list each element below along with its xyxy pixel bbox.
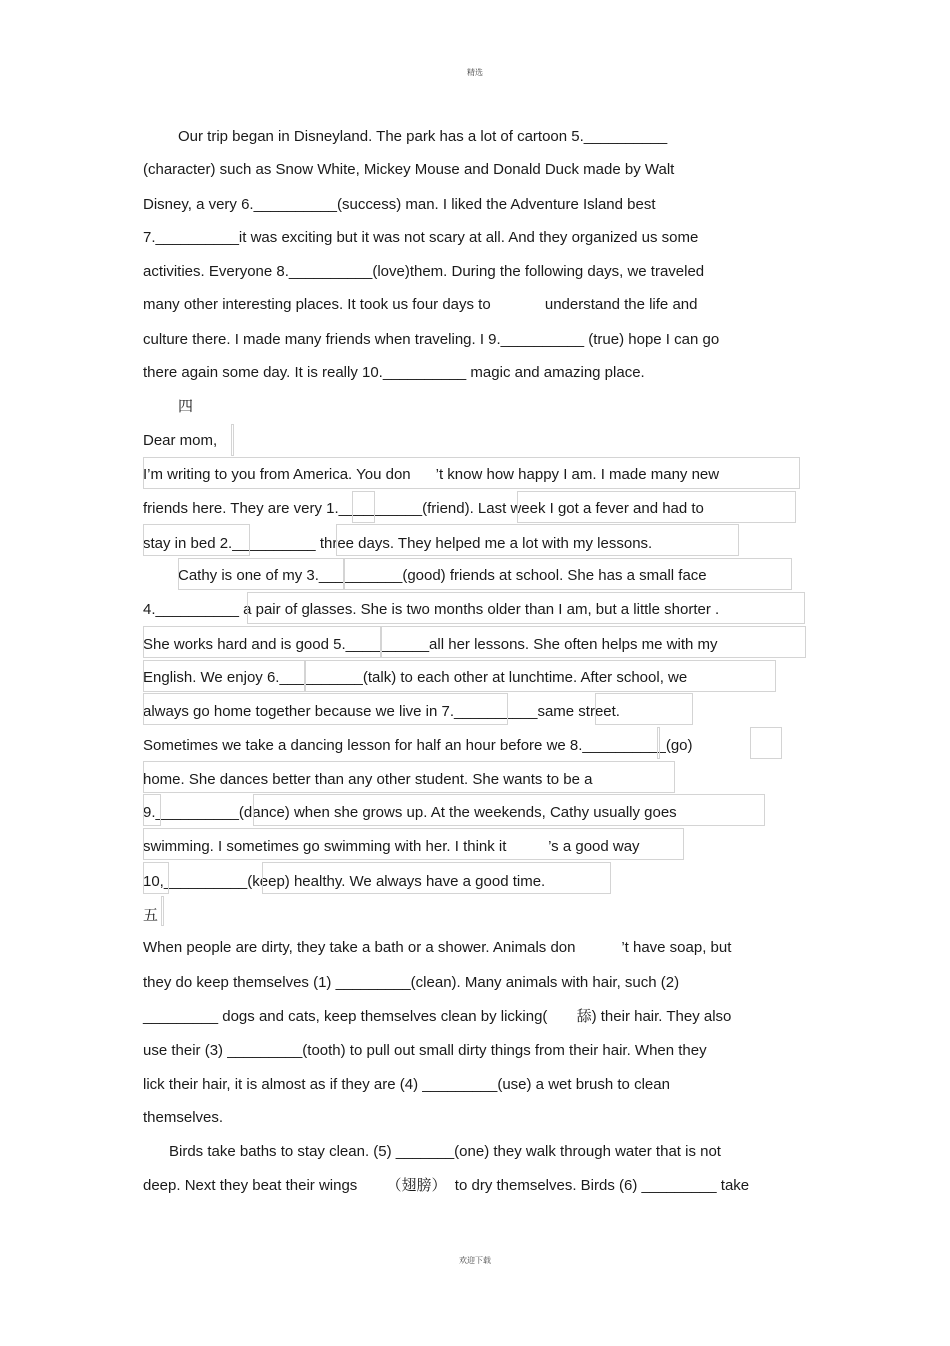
section4-line-10: Sometimes we take a dancing lesson for half an hour before we 8.__________(go) [143, 737, 693, 754]
section4-line-13: swimming. I sometimes go swimming with her. I think it ’s a good way [143, 838, 640, 855]
page-header: 精选 [467, 68, 483, 77]
section4-heading: 四 [178, 397, 194, 415]
frame-line [231, 424, 234, 456]
passage3-line-5: activities. Everyone 8.__________(love)them. During the following days, we traveled [143, 263, 705, 280]
section4-line-5: Cathy is one of my 3.__________(good) friends at school. She has a small face [178, 567, 707, 584]
section4-line-6: 4.__________ a pair of glasses. She is two months older than I am, but a little shorter . [143, 601, 720, 618]
section5-line-2: they do keep themselves (1) _________(clean). Many animals with hair, such (2) [143, 974, 680, 991]
section5-line-3: _________ dogs and cats, keep themselves clean by licking( 舔) their hair. They also [143, 1008, 732, 1025]
passage3-line-2: (character) such as Snow White, Mickey Mouse and Donald Duck made by Walt [143, 161, 675, 178]
section5-line-1: When people are dirty, they take a bath or a shower. Animals don ’t have soap, but [143, 939, 732, 956]
section5-line-8: deep. Next they beat their wings （翅膀） to dry themselves. Birds (6) _________ take [143, 1177, 750, 1194]
section4-line-12: 9.__________(dance) when she grows up. At the weekends, Cathy usually goes [143, 804, 677, 821]
section4-line-14: 10,__________(keep) healthy. We always have a good time. [143, 873, 546, 890]
passage3-line-3: Disney, a very 6.__________(success) man. I liked the Adventure Island best [143, 196, 656, 213]
section5-heading: 五 [143, 906, 159, 924]
passage3-line-1: Our trip began in Disneyland. The park has a lot of cartoon 5.__________ [178, 128, 668, 145]
passage3-line-7: culture there. I made many friends when traveling. I 9.__________ (true) hope I can go [143, 331, 720, 348]
section5-line-4: use their (3) _________(tooth) to pull out small dirty things from their hair. When they [143, 1042, 707, 1059]
section4-line-8: English. We enjoy 6.__________(talk) to each other at lunchtime. After school, we [143, 669, 688, 686]
section4-line-4: stay in bed 2.__________ three days. They helped me a lot with my lessons. [143, 535, 653, 552]
page-footer: 欢迎下载 [459, 1256, 491, 1265]
section4-line-2: I’m writing to you from America. You don ’t know how happy I am. I made many new [143, 466, 720, 483]
section5-line-5: lick their hair, it is almost as if they are (4) _________(use) a wet brush to clean [143, 1076, 670, 1093]
section5-line-6: themselves. [143, 1109, 224, 1126]
passage3-line-6: many other interesting places. It took us four days to understand the life and [143, 296, 698, 313]
section4-line-7: She works hard and is good 5.__________all her lessons. She often helps me with my [143, 636, 718, 653]
section5-line-7: Birds take baths to stay clean. (5) _______(one) they walk through water that is not [169, 1143, 721, 1160]
passage3-line-8: there again some day. It is really 10.__________ magic and amazing place. [143, 364, 645, 381]
section4-line-1: Dear mom, [143, 432, 218, 449]
section4-line-3: friends here. They are very 1.__________(friend). Last week I got a fever and had to [143, 500, 704, 517]
frame-box [750, 727, 782, 759]
passage3-line-4: 7.__________it was exciting but it was not scary at all. And they organized us some [143, 229, 699, 246]
section4-line-11: home. She dances better than any other student. She wants to be a [143, 771, 593, 788]
section4-line-9: always go home together because we live in 7.__________same street. [143, 703, 620, 720]
frame-line [161, 896, 164, 926]
